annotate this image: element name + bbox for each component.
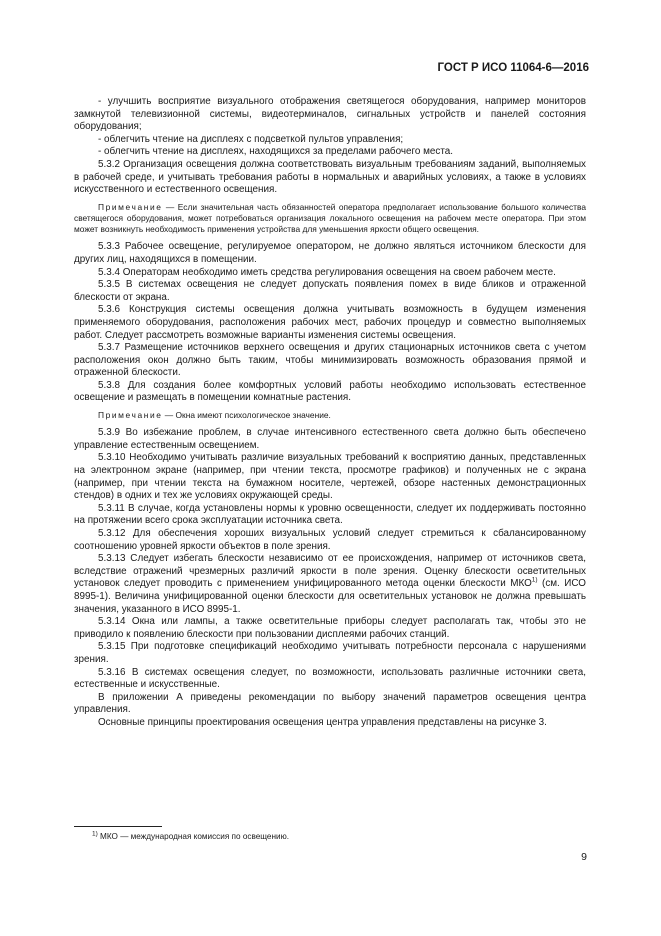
- note: [74, 410, 586, 421]
- paragraph: 5.3.4 Операторам необходимо иметь средства регулирования освещения на своем рабочем месте.: [98, 266, 556, 278]
- paragraph: 5.3.3 Рабочее освещение, регулируемое оператором, не должно являться источником блескости для других лиц, находящихся в помещении.: [74, 241, 586, 265]
- paragraph: 5.3.8 Для создания более комфортных условий работы необходимо использовать естественное освещение и размещать в помещении комнатные растения.: [74, 379, 586, 404]
- paragraph: 5.3.11 В случае, когда установлены нормы к уровню освещенности, следует их поддерживать постоянно на протяжении всего срока эксплуатации источника света.: [74, 502, 586, 527]
- footnote-ref: 1): [531, 577, 538, 585]
- paragraph: 5.3.16 В системах освещения следует, по возможности, использовать различные источники света, естественные и искусственные.: [74, 666, 586, 691]
- footnote-text: МКО — международная комиссия по освещению.: [97, 832, 289, 841]
- paragraph: - облегчить чтение на дисплеях с подсветкой пультов управления;: [98, 133, 404, 145]
- paragraph: - улучшить восприятие визуального отображения светящегося оборудования, например мониторов замкнутой телевизионной системы, видеотерминалов, сигнальных устройств и панелей состояния оборудования;: [74, 96, 586, 133]
- paragraph: 5.3.10 Необходимо учитывать различие визуальных требований к восприятию данных, представленных на электронном экране (например, при чтении текста, просмотре графиков) и полученных не с экрана (например, при чтении текста на бумажном носителе, чертежей, обзоре настенных демонстрационных стендов) в одних и тех же условиях окружающей среды.: [74, 452, 586, 502]
- page-number: 9: [581, 851, 587, 863]
- paragraph: 5.3.14 Окна или лампы, а также осветительные приборы следует располагать так, чтобы это не приводило к появлению блескости при пользовании дисплеями рабочих станций.: [74, 616, 586, 640]
- paragraph: - облегчить чтение на дисплеях, находящихся за пределами рабочего места.: [98, 146, 453, 158]
- paragraph: Основные принципы проектирования освещения центра управления представлены на рисунке 3.: [98, 716, 547, 728]
- paragraph: [74, 553, 586, 616]
- paragraph: 5.3.2 Организация освещения должна соответствовать визуальным требованиям заданий, выполняемых в рабочей среде, и учитывать требования работы в нормальных и аварийных условиях, а также в условиях искусственного и естественного освещения.: [74, 158, 586, 196]
- paragraph: 5.3.9 Во избежание проблем, в случае интенсивного естественного света должно быть обеспечено управление естественным освещением.: [74, 427, 586, 451]
- paragraph-text: 5.3.13 Следует избегать блескости независимо от ее происхождения, например от источников света, вследствие отражений чрезмерных различий яркости в поле зрения. Оценку блескости осветительных установок следует проводить с применением унифицированного метода оценки блескости МКО: [74, 553, 586, 590]
- note-text: — Если значительная часть обязанностей оператора предполагает использование большого количества светящегося оборудования, может потребоваться организация локального освещения на рабочем месте оператора. При этом может возникнуть необходимость применения устройства для уменьшения яркости общего освещения.: [74, 201, 586, 235]
- paragraph: 5.3.15 При подготовке спецификаций необходимо учитывать потребности персонала с нарушениями зрения.: [74, 641, 586, 665]
- note-label: Примечание: [98, 201, 163, 212]
- paragraph: 5.3.6 Конструкция системы освещения должна учитывать возможность в будущем изменения применяемого оборудования, расположения рабочих мест, рабочих процедур и совместно выполняемых работ. Следует рассмотреть возможные варианты изменения системы освещения.: [74, 304, 586, 341]
- note-label: Примечание: [98, 410, 163, 421]
- paragraph: 5.3.5 В системах освещения не следует допускать появления помех в виде бликов и отраженной блескости от экрана.: [74, 279, 586, 303]
- footnote-mark: 1): [92, 830, 98, 838]
- standard-id-header: ГОСТ Р ИСО 11064-6—2016: [437, 62, 589, 74]
- note: [74, 202, 586, 236]
- note-text: — Окна имеют психологическое значение.: [162, 410, 331, 421]
- footnote-divider: [74, 826, 162, 827]
- paragraph: 5.3.7 Размещение источников верхнего освещения и других стационарных источников света с учетом расположения окон должно быть таким, чтобы минимизировать возможность образования прямой и отраженной блескости.: [74, 342, 586, 379]
- paragraph: 5.3.12 Для обеспечения хороших визуальных условий следует стремиться к сбалансированному соотношению уровней яркости объектов в поле зрения.: [74, 528, 586, 552]
- paragraph-text: (см. ИСО 8995-1). Величина унифицированной оценки блескости для осветительных установок не должна превышать значения, указанного в ИСО 8995-1.: [74, 578, 586, 615]
- page-body: [74, 96, 586, 730]
- footnote: [92, 832, 289, 841]
- paragraph: В приложении А приведены рекомендации по выбору значений параметров освещения центра управления.: [74, 691, 586, 716]
